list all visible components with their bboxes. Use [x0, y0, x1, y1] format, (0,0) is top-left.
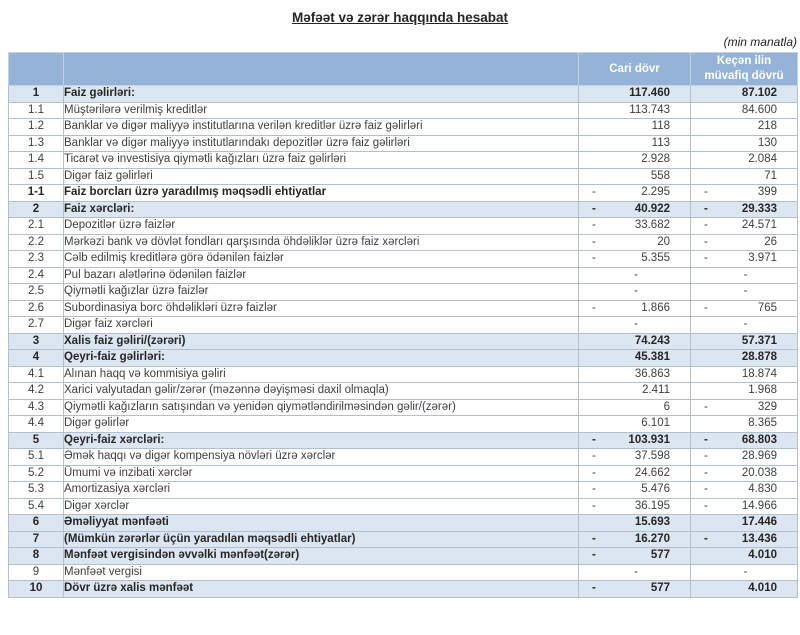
previous-period-value [691, 581, 798, 598]
table-row [9, 399, 798, 416]
report-title: Məfəət və zərər haqqında hesabat [291, 10, 509, 25]
row-label: Alınan haqq və kommisiya gəliri [64, 366, 579, 383]
current-period-value [579, 251, 691, 268]
row-number: 2.1 [9, 218, 64, 235]
negative-sign: - [704, 483, 708, 496]
negative-sign: - [592, 582, 596, 595]
current-period-value [579, 465, 691, 482]
negative-sign: - [704, 186, 708, 199]
row-label: Faiz gəlirləri: [64, 86, 579, 103]
value-text: 84.600 [741, 103, 777, 116]
row-number: 4.2 [9, 383, 64, 400]
header-previous-period-line2: müvafiq dövrü [704, 70, 784, 82]
value-text: 329 [757, 400, 777, 413]
negative-sign: - [592, 186, 596, 199]
current-period-value [579, 218, 691, 235]
negative-sign: - [592, 301, 596, 314]
previous-period-value [691, 564, 798, 581]
table-header-row [9, 53, 798, 86]
value-text: 765 [757, 301, 777, 314]
negative-sign: - [704, 450, 708, 463]
value-text: 3.971 [748, 252, 777, 265]
value-text: 399 [757, 186, 777, 199]
value-text: 68.803 [741, 433, 777, 446]
previous-period-value [691, 432, 798, 449]
row-label: Banklar və digər maliyyə institutlarındakı depozitlər üzrə faiz gəlirləri [64, 135, 579, 152]
negative-sign: - [592, 532, 596, 545]
value-text: 103.931 [628, 433, 670, 446]
row-label: Digər faiz gəlirləri [64, 168, 579, 185]
value-text: 4.830 [748, 483, 777, 496]
row-label: Xarici valyutadan gəlir/zərər (məzənnə dəyişməsi daxil olmaqla) [64, 383, 579, 400]
row-label: Digər xərclər [64, 498, 579, 515]
row-number: 4.4 [9, 416, 64, 433]
row-number: 2.5 [9, 284, 64, 301]
current-period-value [579, 498, 691, 515]
negative-sign: - [592, 219, 596, 232]
table-row [9, 102, 798, 119]
previous-period-value [691, 515, 798, 532]
current-period-value [579, 515, 691, 532]
row-label: Qiymətli kağızların satışından və yenidən qiymətləndirilməsindən gəlir/(zərər) [64, 399, 579, 416]
table-row [9, 333, 798, 350]
row-number: 6 [9, 515, 64, 532]
negative-sign: - [592, 235, 596, 248]
current-period-value [579, 399, 691, 416]
previous-period-value [691, 449, 798, 466]
current-period-value [579, 581, 691, 598]
value-text: 1.866 [641, 301, 670, 314]
row-number: 2.6 [9, 300, 64, 317]
row-number: 5.1 [9, 449, 64, 466]
previous-period-value [691, 201, 798, 218]
row-label: Banklar və digər maliyyə institutlarına verilən kreditlər üzrə faiz gəlirləri [64, 119, 579, 136]
previous-period-value [691, 548, 798, 565]
table-row [9, 218, 798, 235]
value-text: 6 [663, 400, 670, 413]
table-row [9, 135, 798, 152]
previous-period-value [691, 333, 798, 350]
value-text: - [743, 268, 748, 281]
row-label: Subordinasiya borc öhdəlikləri üzrə faizlər [64, 300, 579, 317]
value-text: 13.436 [741, 532, 777, 545]
negative-sign: - [704, 400, 708, 413]
current-period-value [579, 548, 691, 565]
row-label: Qeyri-faiz gəlirləri: [64, 350, 579, 367]
table-row [9, 548, 798, 565]
value-text: 29.333 [741, 202, 777, 215]
table-row [9, 498, 798, 515]
value-text: - [634, 285, 638, 298]
previous-period-value [691, 102, 798, 119]
table-row [9, 465, 798, 482]
table-body [9, 86, 798, 598]
table-row [9, 581, 798, 598]
previous-period-value [691, 482, 798, 499]
row-label: Qeyri-faiz xərcləri: [64, 432, 579, 449]
value-text: 4.010 [748, 582, 777, 595]
value-text: 24.662 [634, 466, 670, 479]
table-row [9, 284, 798, 301]
table-row [9, 267, 798, 284]
negative-sign: - [704, 301, 708, 314]
value-text: 558 [650, 169, 670, 182]
header-cell-current-period [579, 53, 691, 86]
negative-sign: - [592, 433, 596, 446]
current-period-value [579, 383, 691, 400]
value-text: 36.863 [634, 367, 670, 380]
value-text: 17.446 [741, 516, 777, 529]
negative-sign: - [592, 466, 596, 479]
value-text: 57.371 [741, 334, 777, 347]
header-previous-period-line1: Keçən ilin [716, 55, 772, 68]
row-label: Digər gəlirlər [64, 416, 579, 433]
row-number: 1.4 [9, 152, 64, 169]
value-text: 577 [650, 549, 670, 562]
row-label: Əməliyyat mənfəəti [64, 515, 579, 532]
value-text: - [743, 285, 748, 298]
negative-sign: - [592, 499, 596, 512]
table-row [9, 317, 798, 334]
previous-period-value [691, 300, 798, 317]
value-text: 113 [651, 136, 670, 149]
value-text: 28.878 [741, 351, 777, 364]
current-period-value [579, 366, 691, 383]
current-period-value [579, 284, 691, 301]
negative-sign: - [592, 450, 596, 463]
table-row [9, 383, 798, 400]
row-number: 2.4 [9, 267, 64, 284]
current-period-value [579, 267, 691, 284]
previous-period-value [691, 399, 798, 416]
current-period-value [579, 300, 691, 317]
table-row [9, 234, 798, 251]
current-period-value [579, 152, 691, 169]
current-period-value [579, 564, 691, 581]
value-text: 15.693 [634, 516, 670, 529]
row-number: 1.5 [9, 168, 64, 185]
row-number: 1.2 [9, 119, 64, 136]
row-number: 10 [9, 581, 64, 598]
previous-period-value [691, 498, 798, 515]
table-row [9, 449, 798, 466]
row-label: Dövr üzrə xalis mənfəət [64, 581, 579, 598]
row-label: Pul bazarı alətlərinə ödənilən faizlər [64, 267, 579, 284]
value-text: - [634, 318, 638, 331]
row-number: 1.3 [9, 135, 64, 152]
row-label: Amortizasiya xərcləri [64, 482, 579, 499]
value-text: 28.969 [741, 450, 777, 463]
row-number: 4.3 [9, 399, 64, 416]
row-label: Xalis faiz gəliri/(zərəri) [64, 333, 579, 350]
negative-sign: - [704, 532, 708, 545]
value-text: 87.102 [741, 87, 777, 100]
current-period-value [579, 119, 691, 136]
value-text: 14.966 [741, 499, 777, 512]
row-number: 5.2 [9, 465, 64, 482]
value-text: 118 [651, 120, 670, 133]
header-current-period-label: Cari dövr [609, 62, 660, 75]
negative-sign: - [704, 499, 708, 512]
row-number: 5.3 [9, 482, 64, 499]
header-cell-description [64, 53, 579, 86]
current-period-value [579, 168, 691, 185]
current-period-value [579, 317, 691, 334]
header-cell-previous-period [691, 53, 798, 86]
current-period-value [579, 234, 691, 251]
row-number: 5.4 [9, 498, 64, 515]
negative-sign: - [704, 235, 708, 248]
current-period-value [579, 432, 691, 449]
row-number: 1 [9, 86, 64, 103]
table-row [9, 482, 798, 499]
table-row [9, 564, 798, 581]
row-number: 8 [9, 548, 64, 565]
row-label: Mənfəət vergisi [64, 564, 579, 581]
value-text: 8.365 [748, 417, 777, 430]
value-text: 5.355 [641, 252, 670, 265]
table-row [9, 119, 798, 136]
row-label: Faiz borcları üzrə yaradılmış məqsədli ehtiyatlar [64, 185, 579, 202]
row-number: 1-1 [9, 185, 64, 202]
previous-period-value [691, 119, 798, 136]
current-period-value [579, 449, 691, 466]
previous-period-value [691, 251, 798, 268]
row-number: 9 [9, 564, 64, 581]
negative-sign: - [704, 433, 708, 446]
table-row [9, 416, 798, 433]
value-text: - [743, 565, 748, 578]
value-text: 2.928 [641, 153, 670, 166]
row-label: Qiymətli kağızlar üzrə faizlər [64, 284, 579, 301]
row-number: 5 [9, 432, 64, 449]
table-row [9, 432, 798, 449]
row-number: 3 [9, 333, 64, 350]
value-text: - [634, 565, 638, 578]
previous-period-value [691, 350, 798, 367]
negative-sign: - [704, 252, 708, 265]
negative-sign: - [592, 202, 596, 215]
row-number: 2.3 [9, 251, 64, 268]
value-text: 74.243 [634, 334, 670, 347]
profit-loss-table [8, 52, 798, 598]
row-number: 7 [9, 531, 64, 548]
previous-period-value [691, 531, 798, 548]
current-period-value [579, 86, 691, 103]
current-period-value [579, 201, 691, 218]
table-row [9, 152, 798, 169]
previous-period-value [691, 284, 798, 301]
negative-sign: - [592, 549, 596, 562]
row-label: Depozitlər üzrə faizlər [64, 218, 579, 235]
row-label: Faiz xərcləri: [64, 201, 579, 218]
table-row [9, 300, 798, 317]
negative-sign: - [592, 483, 596, 496]
table-row [9, 515, 798, 532]
previous-period-value [691, 234, 798, 251]
previous-period-value [691, 218, 798, 235]
previous-period-value [691, 168, 798, 185]
current-period-value [579, 416, 691, 433]
unit-note: (min manatla) [723, 35, 797, 49]
value-text: 130 [757, 136, 777, 149]
row-label: Ümumi və inzibati xərclər [64, 465, 579, 482]
previous-period-value [691, 152, 798, 169]
current-period-value [579, 350, 691, 367]
current-period-value [579, 482, 691, 499]
value-text: 26 [764, 235, 777, 248]
row-label: Digər faiz xərcləri [64, 317, 579, 334]
value-text: 45.381 [634, 351, 670, 364]
negative-sign: - [704, 202, 708, 215]
row-label: Ticarət və investisiya qiymətli kağızları üzrə faiz gəlirləri [64, 152, 579, 169]
current-period-value [579, 135, 691, 152]
header-cell-number [9, 53, 64, 86]
negative-sign: - [704, 466, 708, 479]
value-text: 113.743 [629, 103, 670, 116]
table-row [9, 366, 798, 383]
table-row [9, 531, 798, 548]
current-period-value [579, 102, 691, 119]
value-text: 218 [757, 120, 777, 133]
table-row [9, 350, 798, 367]
value-text: 1.968 [748, 384, 777, 397]
value-text: 117.460 [629, 87, 670, 100]
current-period-value [579, 531, 691, 548]
table-row [9, 201, 798, 218]
value-text: 2.295 [641, 186, 670, 199]
value-text: 36.195 [634, 499, 670, 512]
row-label: Müştərilərə verilmiş kreditlər [64, 102, 579, 119]
value-text: 37.598 [634, 450, 670, 463]
value-text: 6.101 [641, 417, 670, 430]
current-period-value [579, 185, 691, 202]
value-text: 20.038 [741, 466, 777, 479]
value-text: 16.270 [634, 532, 670, 545]
value-text: 2.411 [642, 384, 670, 397]
value-text: 33.682 [634, 219, 670, 232]
current-period-value [579, 333, 691, 350]
row-number: 1.1 [9, 102, 64, 119]
previous-period-value [691, 465, 798, 482]
value-text: 5.476 [641, 483, 670, 496]
previous-period-value [691, 267, 798, 284]
row-label: Əmək haqqı və digər kompensiya növləri üzrə xərclər [64, 449, 579, 466]
value-text: - [634, 268, 638, 281]
previous-period-value [691, 317, 798, 334]
previous-period-value [691, 366, 798, 383]
row-number: 2.7 [9, 317, 64, 334]
value-text: 4.010 [748, 549, 777, 562]
value-text: 20 [657, 235, 670, 248]
table-row [9, 168, 798, 185]
previous-period-value [691, 416, 798, 433]
previous-period-value [691, 383, 798, 400]
previous-period-value [691, 135, 798, 152]
table-row [9, 86, 798, 103]
value-text: 40.922 [634, 202, 670, 215]
row-label: Mənfəət vergisindən əvvəlki mənfəət(zərər) [64, 548, 579, 565]
value-text: 577 [650, 582, 670, 595]
row-label: (Mümkün zərərlər üçün yaradılan məqsədli ehtiyatlar) [64, 531, 579, 548]
negative-sign: - [592, 252, 596, 265]
value-text: 24.571 [741, 219, 777, 232]
value-text: 2.084 [748, 153, 777, 166]
table-row [9, 251, 798, 268]
previous-period-value [691, 185, 798, 202]
value-text: 71 [764, 169, 777, 182]
negative-sign: - [704, 219, 708, 232]
row-number: 2 [9, 201, 64, 218]
table-row [9, 185, 798, 202]
value-text: - [743, 318, 748, 331]
row-number: 4 [9, 350, 64, 367]
row-label: Mərkəzi bank və dövlət fondları qarşısında öhdəliklər üzrə faiz xərcləri [64, 234, 579, 251]
row-number: 2.2 [9, 234, 64, 251]
row-number: 4.1 [9, 366, 64, 383]
previous-period-value [691, 86, 798, 103]
row-label: Cəlb edilmiş kreditlərə görə ödənilən faizlər [64, 251, 579, 268]
value-text: 18.874 [741, 367, 777, 380]
